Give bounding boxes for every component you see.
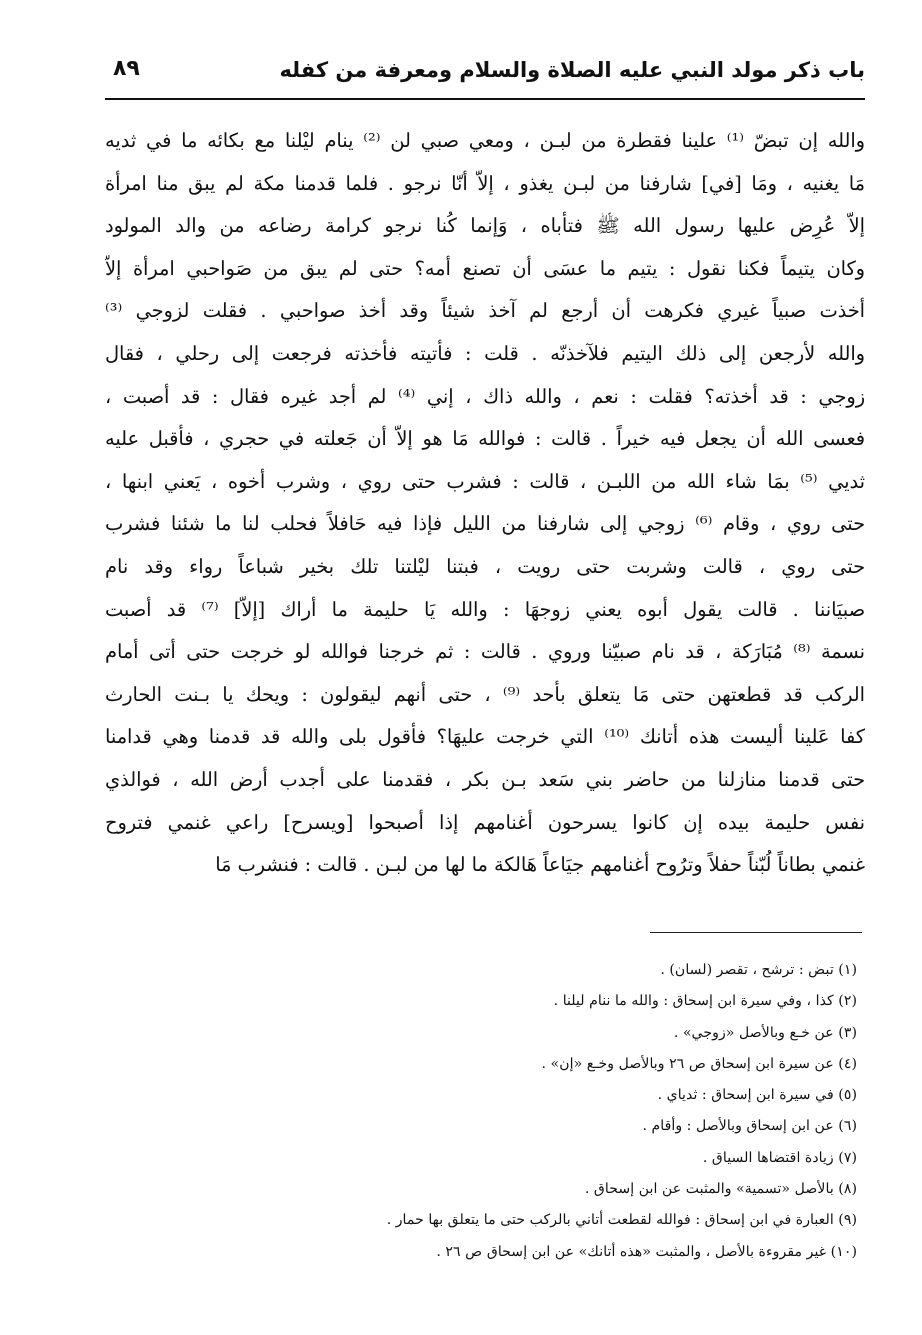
text-line: مَا يغنيه ، ومَا [في] شارفنا من لبـن يغذو ، إلاّ أنّا نرجو . فلما قدمنا مكة لم يبق منا امرأة: [105, 171, 865, 195]
text-line: حتى روي ، قالت وشربت حتى رويت ، فبتنا ليْلتنا تلك بخير شباعاً رواء وقد نام: [105, 554, 865, 578]
footnote-9: (٩) العبارة في ابن إسحاق : فوالله لقطعت أتاني بالركب حتى ما يتعلق بها حمار .: [386, 1212, 857, 1229]
footnotes: [105, 955, 857, 1268]
text-line: صبيَاننا . قالت يقول أبوه يعني زوجهَا : والله يَا حليمة ما أراك [إلاّ] ⁽⁷⁾ قد أصبت: [105, 597, 865, 621]
page-number: ٨٩: [113, 56, 140, 81]
text-line: إلاّ عُرِض عليها رسول الله ﷺ فتأباه ، وَإنما كُنا نرجو كرامة رضاعه من والد المولود: [105, 214, 865, 238]
text-line: زوجي : قد أخذته؟ فقلت : نعم ، والله ذاك ، إني ⁽⁴⁾ لم أجد غيره فقال : قد أصبت ،: [105, 384, 865, 408]
text-line: والله إن تبضّ ⁽¹⁾ علينا فقطرة من لبـن ، ومعي صبي لن ⁽²⁾ ينام ليْلنا مع بكائه ما في ثديه: [105, 129, 865, 152]
text-line: فعسى الله أن يجعل فيه خيراً . قالت : فوالله مَا هو إلاّ أن جَعلته في حجري ، فأقبل عليه: [105, 427, 865, 451]
footnote-5: (٥) في سيرة ابن إسحاق : ثدياي .: [657, 1087, 857, 1104]
footnote-divider: [650, 932, 862, 933]
footnote-2: (٢) كذا ، وفي سيرة ابن إسحاق : والله ما ننام ليلنا .: [553, 993, 857, 1010]
running-header: [105, 52, 865, 100]
text-line: الركب قد قطعتهن حتى مَا يتعلق بأحد ⁽⁹⁾ ، حتى أنهم ليقولون : ويحك يا بـنت الحارث: [105, 682, 865, 706]
text-line: حتى قدمنا منازلنا من حاضر بني سَعد بـن بكر ، فقدمنا على أجدب أرض الله ، فوالذي: [105, 767, 865, 791]
footnote-10: (١٠) غير مقروءة بالأصل ، والمثبت «هذه أتانك» عن ابن إسحاق ص ٢٦ .: [436, 1243, 857, 1260]
text-line: حتى روي ، وقام ⁽⁶⁾ زوجي إلى شارفنا من الليل فإذا فيه حَافلاً فحلب لنا ما شئنا فشرب: [105, 512, 865, 536]
text-line: والله لأرجعن إلى ذلك اليتيم فلآخذنّه . قلت : فأتيته فأخذته فرجعت إلى رحلي ، فقال: [105, 341, 865, 365]
text-line: نفس حليمة بيده إن كانوا يسرحون أغنامهم إذا أصبحوا [ويسرح] راعي غنمي فتروح: [105, 810, 865, 834]
text-line: وكان يتيماً فكنا نقول : يتيم ما عسَى أن تصنع أمه؟ حتى لم يبق من صَواحبي امرأة إلاّ: [105, 256, 865, 280]
text-line: ثديي ⁽⁵⁾ بمَا شاء الله من اللبـن ، قالت : فشرب حتى روي ، وشرب أخوه ، يَعني ابنها ،: [105, 469, 865, 493]
main-text: [105, 120, 865, 887]
footnote-8: (٨) بالأصل «تسمية» والمثبت عن ابن إسحاق .: [584, 1181, 857, 1198]
text-line: نسمة ⁽⁸⁾ مُبَارَكة ، قد نام صبيّنا وروي . قالت : ثم خرجنا فوالله لو خرجت حتى أتى أمام: [105, 640, 865, 664]
footnote-3: (٣) عن خـع وبالأصل «زوجي» .: [673, 1024, 857, 1041]
footnote-7: (٧) زيادة اقتضاها السياق .: [702, 1149, 857, 1166]
text-line: أخذت صبياً غيري فكرهت أن أرجع لم آخذ شيئاً وقد أخذ صواحبي . فقلت لزوجي ⁽³⁾: [105, 299, 865, 323]
footnote-4: (٤) عن سيرة ابن إسحاق ص ٢٦ وبالأصل وخـع «إن» .: [541, 1055, 857, 1072]
chapter-title: باب ذكر مولد النبي عليه الصلاة والسلام ومعرفة من كفله: [279, 58, 865, 82]
footnote-1: (١) تبض : ترشح ، تقصر (لسان) .: [660, 962, 857, 978]
footnote-6: (٦) عن ابن إسحاق وبالأصل : وأقام .: [642, 1118, 857, 1135]
text-line: كفا عَلينا أليست هذه أتانك ⁽¹⁰⁾ التي خرجت عليهَا؟ فأقول بلى والله قد قدمنا وهي قدامنا: [105, 725, 865, 749]
text-line: غنمي بطاناً لُبّناً حفلاً وترُوح أغنامهم جيَاعاً هَالكة ما لها من لبـن . قالت : فنشرب مَا: [215, 853, 865, 877]
